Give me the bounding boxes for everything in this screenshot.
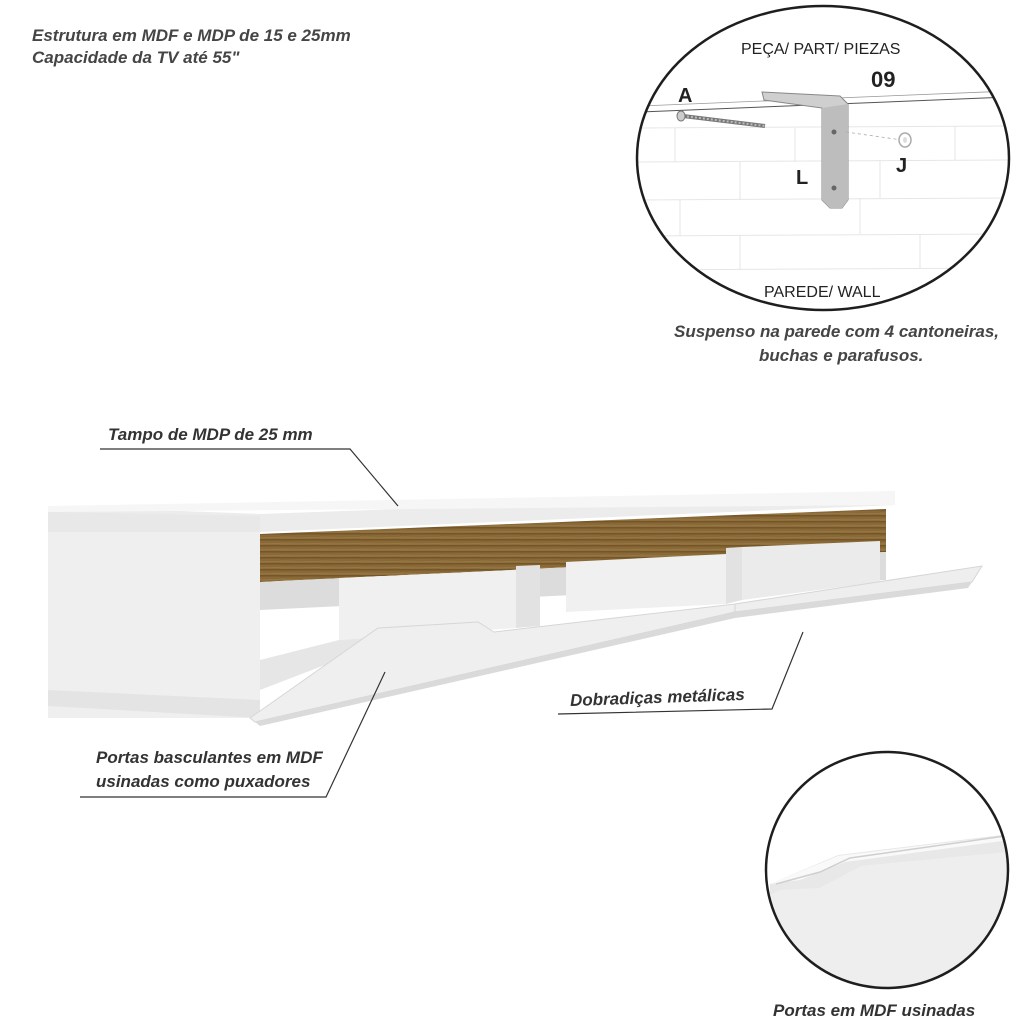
rack-divider [566, 554, 726, 612]
tv-rack [48, 491, 982, 726]
wall-caption-line2: buchas e parafusos. [759, 346, 924, 365]
callout-doors-label-1: Portas basculantes em MDF [96, 748, 323, 767]
letter-l: L [796, 167, 809, 189]
callout-line-top [100, 449, 398, 506]
part-number: 09 [871, 67, 896, 92]
wall-label: PAREDE/ WALL [764, 284, 881, 301]
part-label: PEÇA/ PART/ PIEZAS [741, 41, 901, 58]
letter-a: A [678, 85, 693, 107]
spec-structure: Estrutura em MDF e MDP de 15 e 25mm [32, 26, 351, 45]
rack-left-side [48, 532, 260, 718]
callout-hinges-label: Dobradiças metálicas [569, 684, 746, 711]
spec-tv-capacity: Capacidade da TV até 55" [32, 48, 240, 67]
door-detail-caption: Portas em MDF usinadas [773, 1001, 976, 1020]
callout-top-label: Tampo de MDP de 25 mm [108, 425, 313, 444]
door-detail [760, 750, 1020, 1000]
wall-caption-line1: Suspenso na parede com 4 cantoneiras, [674, 322, 1000, 341]
callout-doors-label-2: usinadas como puxadores [96, 772, 311, 791]
letter-j: J [896, 155, 908, 177]
